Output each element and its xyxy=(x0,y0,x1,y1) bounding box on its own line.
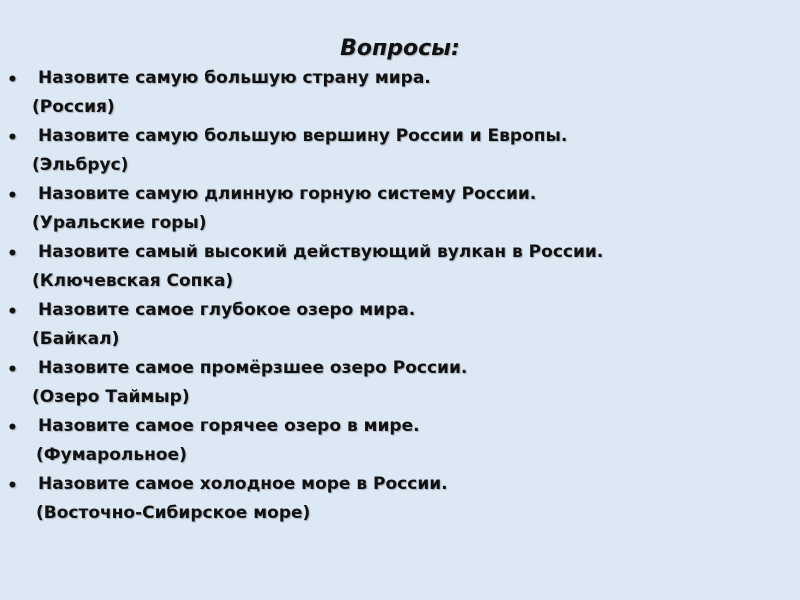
bullet-icon: • xyxy=(7,418,18,438)
question-item xyxy=(0,414,800,472)
answer-text: (Байкал) xyxy=(32,329,120,349)
answer-text: (Ключевская Сопка) xyxy=(32,271,234,291)
bullet-icon: • xyxy=(7,128,18,148)
bullet-icon: • xyxy=(7,186,18,206)
bullet-icon: • xyxy=(7,244,18,264)
question-text: Назовите самую большую страну мира. xyxy=(38,68,431,88)
bullet-icon: • xyxy=(7,70,18,90)
question-text: Назовите самое горячее озеро в мире. xyxy=(38,416,420,436)
question-text: Назовите самый высокий действующий вулкан в России. xyxy=(38,242,604,262)
answer-text: (Уральские горы) xyxy=(32,213,207,233)
question-list xyxy=(0,66,800,530)
question-item xyxy=(0,124,800,182)
question-text: Назовите самое глубокое озеро мира. xyxy=(38,300,416,320)
answer-text: (Фумарольное) xyxy=(36,445,187,465)
question-item xyxy=(0,240,800,298)
slide-title: Вопросы: xyxy=(340,36,460,61)
question-item xyxy=(0,356,800,414)
bullet-icon: • xyxy=(7,476,18,496)
answer-text: (Эльбрус) xyxy=(32,155,129,175)
question-item xyxy=(0,298,800,356)
question-text: Назовите самую длинную горную систему России. xyxy=(38,184,537,204)
question-text: Назовите самую большую вершину России и Европы. xyxy=(38,126,568,146)
answer-text: (Россия) xyxy=(32,97,115,117)
question-item xyxy=(0,472,800,530)
question-text: Назовите самое холодное море в России. xyxy=(38,474,448,494)
bullet-icon: • xyxy=(7,302,18,322)
question-item xyxy=(0,182,800,240)
bullet-icon: • xyxy=(7,360,18,380)
answer-text: (Озеро Таймыр) xyxy=(32,387,190,407)
question-item xyxy=(0,66,800,124)
answer-text: (Восточно-Сибирское море) xyxy=(36,503,311,523)
question-text: Назовите самое промёрзшее озеро России. xyxy=(38,358,468,378)
